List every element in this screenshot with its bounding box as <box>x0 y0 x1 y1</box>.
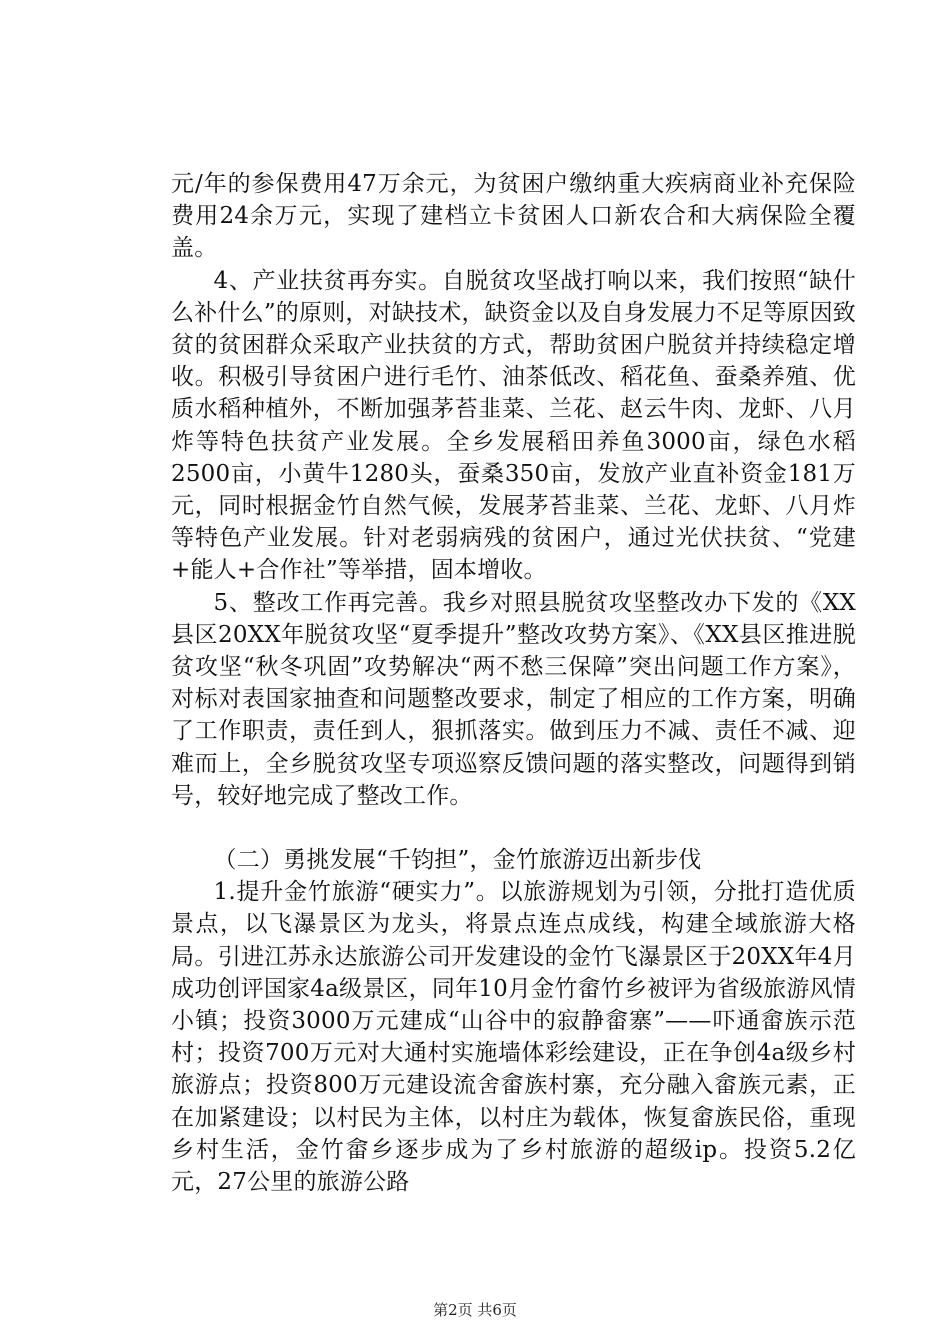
paragraph-industry-poverty-alleviation: 4、产业扶贫再夯实。自脱贫攻坚战打响以来，我们按照“缺什么补什么”的原则，对缺技术，缺资金以及自身发展力不足等原因致贫的贫困群众采取产业扶贫的方式，帮助贫困户脱贫并持续稳定增收。积极引导贫困户进行毛竹、油茶低改、稻花鱼、蚕桑养殖、优质水稻种植外，不断加强茅苔韭菜、兰花、赵云牛肉、龙虾、八月炸等特色扶贫产业发展。全乡发展稻田养鱼3000亩，绿色水稻2500亩，小黄牛1280头，蚕桑350亩，发放产业直补资金181万元，同时根据金竹自然气候，发展茅苔韭菜、兰花、龙虾、八月炸等特色产业发展。针对老弱病残的贫困户，通过光伏扶贫、“党建+能人+合作社”等举措，固本增收。 <box>171 267 856 584</box>
paragraph-insurance-coverage: 元/年的参保费用47万余元，为贫困户缴纳重大疾病商业补充保险费用24余万元，实现了建档立卡贫困人口新农合和大病保险全覆盖。 <box>171 171 856 262</box>
section-heading-tourism: （二）勇挑发展“千钧担”，金竹旅游迈出新步伐 <box>213 847 702 874</box>
document-body <box>171 168 856 1198</box>
page-number-footer: 第2页 共6页 <box>433 1301 517 1319</box>
paragraph-rectification-work: 5、整改工作再完善。我乡对照县脱贫攻坚整改办下发的《XX县区20XX年脱贫攻坚“夏季提升”整改攻势方案》、《XX县区推进脱贫攻坚“秋冬巩固”攻势解决“两不愁三保障”突出问题工作方案》，对标对表国家抽查和问题整改要求，制定了相应的工作方案，明确了工作职责，责任到人，狠抓落实。做到压力不减、责任不减、迎难而上，全乡脱贫攻坚专项巡察反馈问题的落实整改，问题得到销号，较好地完成了整改工作。 <box>171 589 856 809</box>
paragraph-tourism-strength: 1.提升金竹旅游“硬实力”。以旅游规划为引领，分批打造优质景点，以飞瀑景区为龙头，将景点连点成线，构建全域旅游大格局。引进江苏永达旅游公司开发建设的金竹飞瀑景区于20XX年4月成功创评国家4a级景区，同年10月金竹畲竹乡被评为省级旅游风情小镇；投资3000万元建成“山谷中的寂静畲寨”——吓通畲族示范村；投资700万元对大通村实施墙体彩绘建设，正在争创4a级乡村旅游点；投资800万元建设流舍畲族村寨，充分融入畲族元素，正在加紧建设；以村民为主体，以村庄为载体，恢复畲族民俗，重现乡村生活，金竹畲乡逐步成为了乡村旅游的超级ip。投资5.2亿元，27公里的旅游公路 <box>171 879 856 1196</box>
